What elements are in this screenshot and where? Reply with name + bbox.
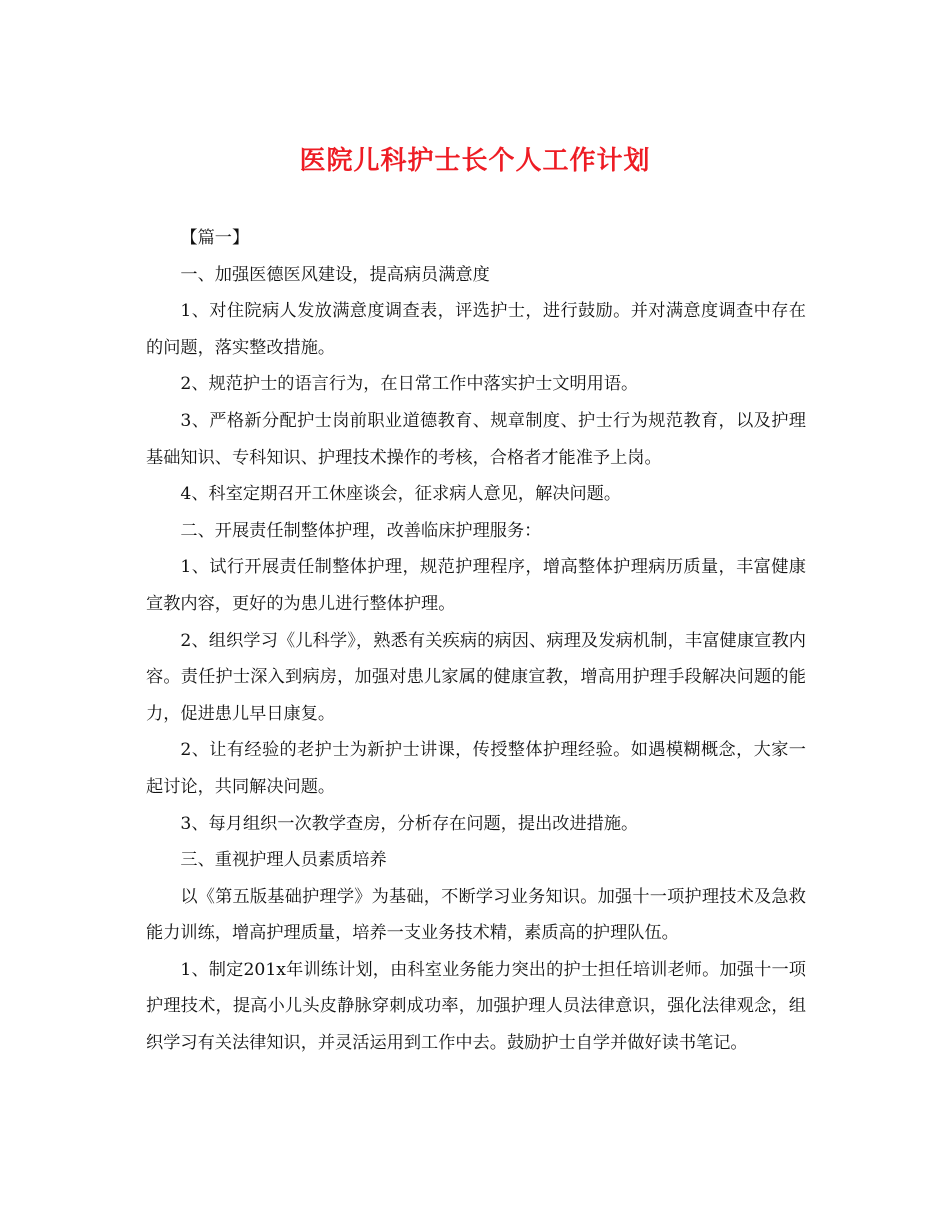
paragraph-heading-3: 三、重视护理人员素质培养 [180,850,387,871]
paragraph: 3、每月组织一次教学查房，分析存在问题，提出改进措施。 [180,813,639,834]
paragraph: 4、科室定期召开工休座谈会，征求病人意见，解决问题。 [180,484,622,505]
paragraph: 2、让有经验的老护士为新护士讲课，传授整体护理经验。如遇模糊概念，大家一起讨论，共同解决问题。 [146,740,806,797]
paragraph: 1、试行开展责任制整体护理，规范护理程序，增高整体护理病历质量，丰富健康宣教内容，更好的为患儿进行整体护理。 [146,557,806,614]
paragraph: 1、制定201x年训练计划，由科室业务能力突出的护士担任培训老师。加强十一项护理技术，提高小儿头皮静脉穿刺成功率，加强护理人员法律意识，强化法律观念，组织学习有关法律知识，并灵活运用到工作中去。鼓励护士自学并做好读书笔记。 [146,959,806,1054]
paragraph: 以《第五版基础护理学》为基础，不断学习业务知识。加强十一项护理技术及急救能力训练，增高护理质量，培养一支业务技术精，素质高的护理队伍。 [146,886,806,944]
paragraph: 2、规范护士的语言行为，在日常工作中落实护士文明用语。 [180,374,639,395]
paragraph-section-label: 【篇一】 [180,228,250,248]
document-body [146,220,806,1062]
paragraph: 2、组织学习《儿科学》，熟悉有关疾病的病因、病理及发病机制，丰富健康宣教内容。责任护士深入到病房，加强对患儿家属的健康宣教，增高用护理手段解决问题的能力，促进患儿早日康复。 [146,630,806,724]
paragraph-heading-2: 二、开展责任制整体护理，改善临床护理服务： [180,520,542,541]
paragraph-heading-1: 一、加强医德医风建设，提高病员满意度 [180,264,490,285]
paragraph: 1、对住院病人发放满意度调查表，评选护士，进行鼓励。并对满意度调查中存在的问题，落实整改措施。 [146,301,806,358]
document-title: 医院儿科护士长个人工作计划 [299,146,651,176]
paragraph: 3、严格新分配护士岗前职业道德教育、规章制度、护士行为规范教育，以及护理基础知识、专科知识、护理技术操作的考核，合格者才能准予上岗。 [146,410,806,468]
